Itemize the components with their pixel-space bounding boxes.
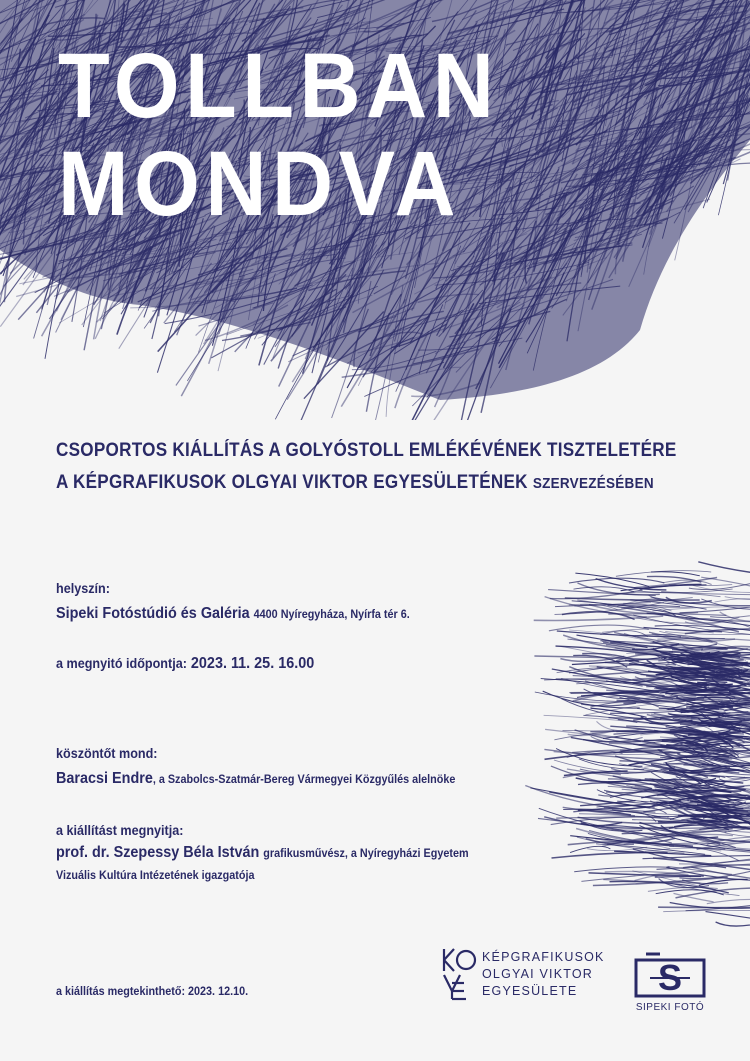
scribble-stroke <box>698 562 750 576</box>
scribble-stroke <box>666 764 713 765</box>
sipeki-camera-icon <box>630 950 710 1000</box>
scribble-stroke <box>706 912 750 922</box>
subtitle-line-2 <box>56 472 654 494</box>
venue-name: Sipeki Fotóstúdió és Galéria <box>56 605 250 622</box>
subtitle-line-2-main: A KÉPGRAFIKUSOK OLGYAI VIKTOR EGYESÜLETÉNEK <box>56 472 528 493</box>
svg-text:S: S <box>657 957 683 998</box>
title-line-2: MONDVA <box>58 133 462 235</box>
scribble-stroke <box>716 920 750 926</box>
scribble-stroke <box>699 879 748 885</box>
opening-datetime: 2023. 11. 25. 16.00 <box>190 655 315 672</box>
visible-until: a kiállítás megtekinthető: 2023. 12.10. <box>56 984 249 998</box>
subtitle-line-2-small: SZERVEZÉSÉBEN <box>532 475 654 492</box>
opener-role-2: Vizuális Kultúra Intézetének igazgatója <box>56 868 255 882</box>
kove-logo <box>440 945 610 1001</box>
opening-line <box>56 655 314 673</box>
scribble-stroke <box>596 579 667 590</box>
scribble-stroke <box>575 573 649 587</box>
scribble-stroke <box>549 625 649 631</box>
scribble-stroke <box>651 572 700 576</box>
opener-name: prof. dr. Szepessy Béla István <box>56 844 260 861</box>
greeting-name: Baracsi Endre <box>56 770 153 787</box>
opening-label: a megnyitó időpontja: <box>56 655 187 671</box>
opener-label: a kiállítást megnyitja: <box>56 822 184 838</box>
kove-text-2: OLGYAI VIKTOR <box>482 967 593 981</box>
opener-line <box>56 844 469 862</box>
sipeki-label: SIPEKI FOTÓ <box>635 1002 705 1013</box>
kove-text-1: KÉPGRAFIKUSOK <box>482 950 605 964</box>
kove-mark-icon <box>440 945 482 1001</box>
greeting-line <box>56 770 455 788</box>
title-line-1: TOLLBAN <box>58 35 500 137</box>
greeting-role: , a Szabolcs-Szatmár-Bereg Vármegyei Közgyűlés alelnöke <box>152 772 456 786</box>
opener-role-1: grafikusművész, a Nyíregyházi Egyetem <box>263 846 469 860</box>
greeting-label: köszöntőt mond: <box>56 745 158 761</box>
kove-text-3: EGYESÜLETE <box>482 984 578 998</box>
scribble-stroke <box>534 616 664 620</box>
venue-label: helyszín: <box>56 580 110 596</box>
venue-line <box>56 605 410 623</box>
venue-address: 4400 Nyíregyháza, Nyírfa tér 6. <box>253 607 410 621</box>
sipeki-logo <box>630 950 710 1020</box>
subtitle-line-1: CSOPORTOS KIÁLLÍTÁS A GOLYÓSTOLL EMLÉKÉVÉNEK TISZTELETÉRE <box>56 440 677 461</box>
